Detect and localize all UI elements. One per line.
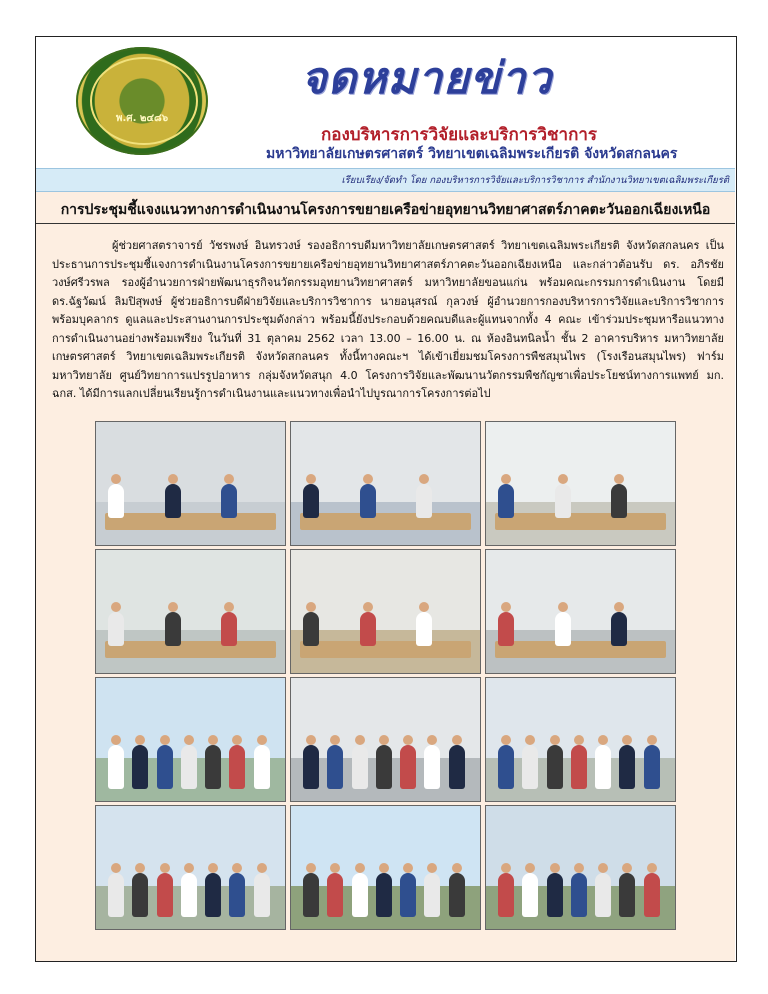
newsletter-title: จดหมายข่าว [301, 53, 553, 104]
newsletter-header [36, 37, 735, 169]
photo-meeting-table-2 [485, 421, 676, 546]
photo-meeting-room-wide [290, 549, 481, 674]
photo-group-ku-cannabis [485, 805, 676, 930]
university-seal-logo [76, 47, 208, 155]
article-body: ผู้ช่วยศาสตราจารย์ วัชรพงษ์ อินทรวงษ์ รองอธิการบดีมหาวิทยาลัยเกษตรศาสตร์ วิทยาเขตเฉลิมพระเกียรติ จังหวัดสกลนคร เป็นประธานการประชุมชี้แจงการดำเนินงานโครงการขยายเครือข่ายอุทยานวิทยาศาสตร์ภาคตะวันออกเฉียงเหนือ และกล่าวต้อนรับ ดร. อภิรชัย วงษ์ศรีวรพล รองผู้อำนวยการฝ่ายพัฒนาธุรกิจนวัตกรรมอุทยานวิทยาศาสตร์ มหาวิทยาลัยขอนแก่น พร้อมคณะกรรมการดำเนินงาน โดยมี ดร.ฉัฐวัฒน์ ลิมปิสุพงษ์ ผู้ช่วยอธิการบดีฝ่ายวิจัยและบริการวิชาการ นายอนุสรณ์ กุลวงษ์ ผู้อำนวยการกองบริหารการวิจัยและบริการวิชาการ พร้อมบุคลากร ดูแลและประสานงานการประชุมดังกล่าว พร้อมนี้ยังประกอบด้วยคณบดีและผู้แทนจากทั้ง 4 คณะ เข้าร่วมประชุมหารือแนวทางการดำเนินงานอย่างพร้อมเพรียง ในวันที่ 31 ตุลาคม 2562 เวลา 13.00 – 16.00 น. ณ ห้องอินทนิลน้ำ ชั้น 2 อาคารบริหาร มหาวิทยาลัยเกษตรศาสตร์ วิทยาเขตเฉลิมพระเกียรติ จังหวัดสกลนคร ทั้งนี้ทางคณะฯ ได้เข้าเยี่ยมชมโครงการพืชสมุนไพร (โรงเรือนสมุนไพร) ฟาร์มมหาวิทยาลัย ศูนย์วิทยาการแปรรูปอาหาร กลุ่มจังหวัดสนุก 4.0 โครงการวิจัยและพัฒนานวัตกรรมพืชกัญชาเพื่อประโยชน์ทางการแพทย์ มก. ฉกส. ได้มีการแลกเปลี่ยนเรียนรู้การดำเนินงานและแนวทางเพื่อนำไปบูรณาการโครงการต่อไป [52, 239, 724, 400]
photo-visit-greenhouse [95, 677, 286, 802]
seal-year: พ.ศ. ๒๔๘๖ [115, 113, 169, 124]
photo-meeting-table-4 [485, 549, 676, 674]
credit-band [36, 168, 735, 192]
photo-visit-food-lab [290, 677, 481, 802]
campus-name: มหาวิทยาลัยเกษตรศาสตร์ วิทยาเขตเฉลิมพระเกียรติ จังหวัดสกลนคร [266, 146, 678, 162]
article-headline: การประชุมชี้แจงแนวทางการดำเนินงานโครงการขยายเครือข่ายอุทยานวิทยาศาสตร์ภาคตะวันออกเฉียงเหนือ [60, 202, 711, 218]
newsletter-frame [35, 36, 737, 962]
article-area [36, 192, 735, 961]
photo-grid [95, 421, 681, 931]
photo-group-building [485, 677, 676, 802]
photo-meeting-chair [95, 421, 286, 546]
photo-group-sign [95, 805, 286, 930]
division-name: กองบริหารการวิจัยและบริการวิชาการ [321, 125, 598, 145]
photo-group-garden [290, 805, 481, 930]
photo-meeting-table-1 [290, 421, 481, 546]
credit-text: เรียบเรียง/จัดทำ โดย กองบริหารการวิจัยและบริการวิชาการ สำนักงานวิทยาเขตเฉลิมพระเกียรติ [341, 175, 729, 186]
photo-meeting-table-3 [95, 549, 286, 674]
headline-divider [36, 223, 735, 224]
